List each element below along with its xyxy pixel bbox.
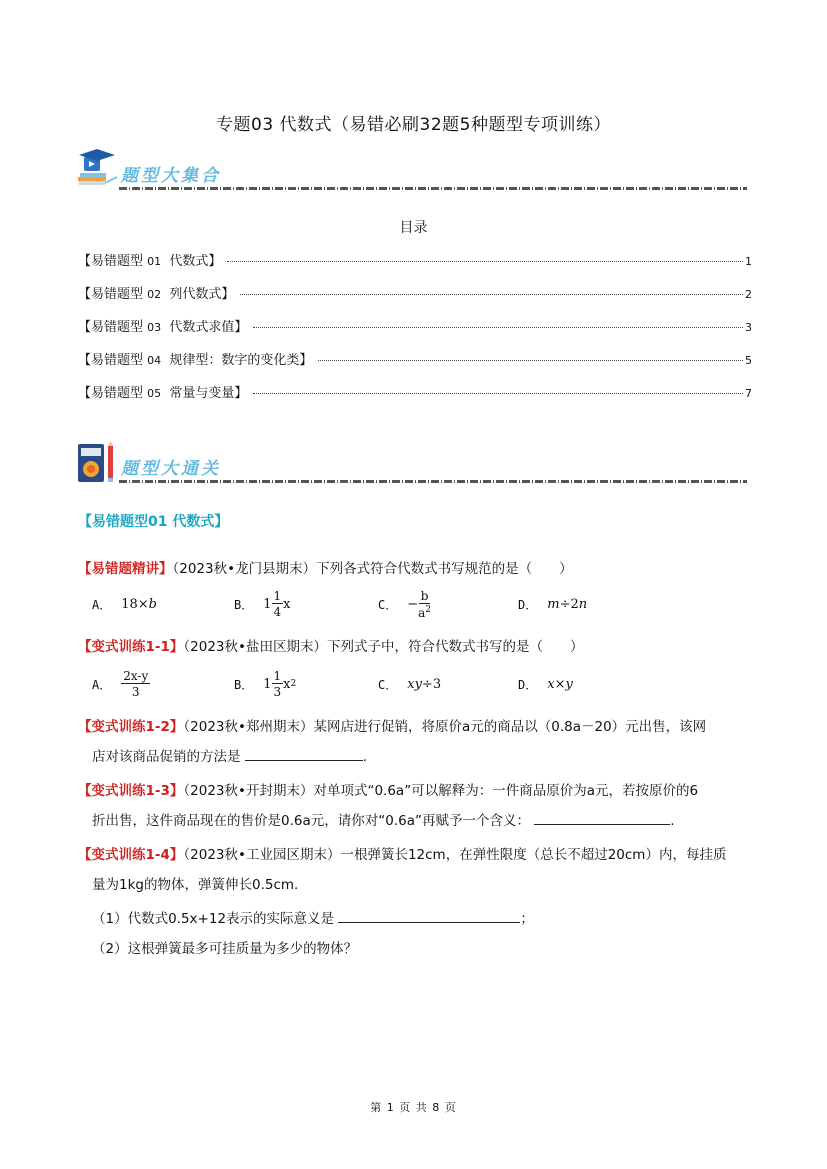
section-heading: 【易错题型01 代数式】 [78, 514, 229, 530]
question-text: （2023秋•郑州期末）某网店进行促销，将原价a元的商品以（0.8a－20）元出售，该网 [183, 719, 707, 735]
question-3: 【变式训练1-2】（2023秋•郑州期末）某网店进行促销，将原价a元的商品以（0.8a－20）元出售，该网 店对该商品促销的方法是 . [78, 719, 707, 765]
banner-label: 题型大通关 [121, 459, 221, 479]
toc-item-label: 【易错题型 02 列代数式】 [78, 287, 235, 302]
answer-blank[interactable] [534, 810, 670, 825]
option-c[interactable]: C． − $\frac{b}{a^2}$ [378, 588, 432, 620]
question-5: 【变式训练1-4】（2023秋•工业园区期末）一根弹簧长12cm，在弹性限度（总长不超过20cm）内，每挂质 量为1kg的物体，弹簧伸长0.5cm. （1）代数式0.5x+12表示的实际意义是 ； （2）这根弹簧最多可挂质量为多少的物体？ [78, 847, 727, 957]
question-tag: 【变式训练1-4】 [78, 847, 184, 863]
question-text: （2023秋•工业园区期末）一根弹簧长12cm，在弹性限度（总长不超过20cm）内，每挂质 [183, 847, 727, 863]
toc-leader-dots [227, 260, 743, 262]
fraction: $\frac{1}{3}$ [273, 669, 282, 699]
question-4: 【变式训练1-3】（2023秋•开封期末）对单项式“0.6a”可以解释为：一件商品原价为a元，若按原价的6 折出售，这件商品现在的售价是0.6a元，请你对“0.6a”再赋予一个含义： . [78, 783, 699, 829]
page-footer: 第 1 页 共 8 页 [370, 1101, 457, 1114]
question-1-options [92, 584, 752, 624]
question-text: （2023秋•盐田区期末）下列式子中，符合代数式书写的是（ ） [183, 639, 584, 655]
question-tag: 【变式训练1-2】 [78, 719, 184, 735]
banner-challenge [75, 440, 747, 486]
banner-label: 题型大集合 [121, 166, 221, 186]
question-text: （2023秋•开封期末）对单项式“0.6a”可以解释为：一件商品原价为a元，若按原价的6 [183, 783, 699, 799]
toc-item-label: 【易错题型 05 常量与变量】 [78, 386, 248, 401]
toc-leader-dots [240, 293, 743, 295]
option-d[interactable]: D． m ÷2 n [518, 596, 588, 612]
toc-item-label: 【易错题型 04 规律型：数字的变化类】 [78, 353, 313, 368]
question-2 [78, 632, 750, 662]
toc-leader-dots [318, 359, 743, 361]
toc-item[interactable] [78, 316, 752, 349]
toc-page-number: 3 [745, 321, 752, 334]
toc-leader-dots [253, 326, 743, 328]
banner-collection [75, 147, 747, 193]
question-text: （2023秋•龙门县期末）下列各式符合代数式书写规范的是（ ） [172, 561, 573, 577]
banner-divider [119, 187, 747, 190]
toc-page-number: 2 [745, 288, 752, 301]
toc-item-label: 【易错题型 03 代数式求值】 [78, 320, 248, 335]
document-title: 专题03 代数式（易错必刷32题5种题型专项训练） [216, 115, 611, 135]
toc-page-number: 5 [745, 354, 752, 367]
option-d[interactable]: D． x × y [518, 676, 573, 692]
fraction: $\frac{b}{a^2}$ [418, 588, 432, 620]
answer-blank[interactable] [338, 908, 520, 923]
toc-page-number: 1 [745, 255, 752, 268]
toc-page-number: 7 [745, 387, 752, 400]
answer-blank[interactable] [245, 746, 363, 761]
question-1 [78, 554, 750, 584]
fraction: $\frac{2x-y}{3}$ [123, 669, 149, 699]
toc-heading: 目录 [399, 220, 428, 236]
graduation-book-icon [75, 147, 119, 193]
toc-item[interactable] [78, 250, 752, 283]
option-c[interactable]: C． xy ÷3 [378, 676, 442, 692]
question-tag: 【变式训练1-3】 [78, 783, 184, 799]
option-a[interactable]: A． $\frac{2x-y}{3}$ [92, 669, 149, 699]
toc-item[interactable] [78, 349, 752, 382]
question-2-options [92, 664, 752, 704]
fraction: $\frac{1}{4}$ [273, 589, 282, 619]
table-of-contents [78, 250, 752, 415]
toc-item[interactable] [78, 283, 752, 316]
option-b[interactable]: B． 1 $\frac{1}{3}$ x 2 [234, 669, 297, 699]
option-b[interactable]: B． 1 $\frac{1}{4}$ x [234, 589, 291, 619]
option-a[interactable]: A． 18× b [92, 596, 157, 612]
toc-leader-dots [253, 392, 743, 394]
calculator-pencil-icon [75, 440, 119, 486]
toc-item[interactable] [78, 382, 752, 415]
question-tag: 【易错题精讲】 [78, 561, 173, 577]
banner-divider [119, 480, 747, 483]
question-tag: 【变式训练1-1】 [78, 639, 184, 655]
toc-item-label: 【易错题型 01 代数式】 [78, 254, 222, 269]
